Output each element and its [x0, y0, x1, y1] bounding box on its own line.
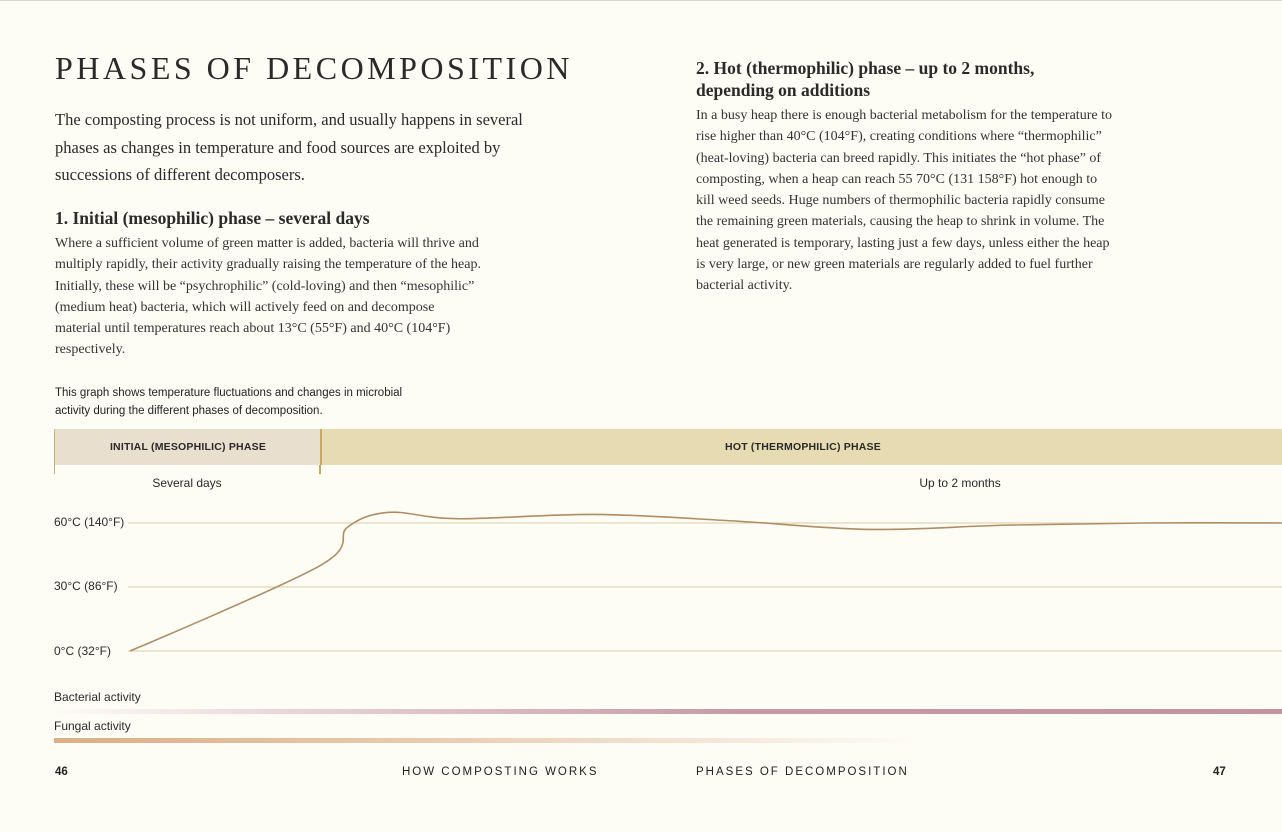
- section1-heading: 1. Initial (mesophilic) phase – several days: [55, 208, 370, 228]
- bacterial-activity-bar: [54, 709, 1282, 714]
- phase-label-hot: HOT (THERMOPHILIC) PHASE: [725, 441, 881, 453]
- duration-initial: Several days: [152, 476, 222, 490]
- duration-hot: Up to 2 months: [919, 476, 1001, 490]
- y-tick-label-60: 60°C (140°F): [54, 515, 125, 529]
- intro-paragraph: The composting process is not uniform, and usually happens in several phases as changes in temperature and food sources are exploited by successions of different decomposers.: [55, 110, 523, 184]
- section1-body: Where a sufficient volume of green matter is added, bacteria will thrive and multiply rapidly, their activity gradually raising the temperature of the heap. Initially, these will be “psychrophilic” (cold-loving) and then “mesophilic” (medium heat) bacteria, which will actively feed on and decompose material until temperatures reach about 13°C (55°F) and 40°C (104°F) respectively.: [55, 236, 481, 358]
- left-page-number: 46: [55, 766, 68, 778]
- section2-heading: 2. Hot (thermophilic) phase – up to 2 months, depending on additions: [696, 58, 1035, 100]
- y-tick-label-0: 0°C (32°F): [54, 644, 111, 658]
- right-page-number: 47: [1213, 766, 1226, 778]
- y-tick-label-30: 30°C (86°F): [54, 579, 118, 593]
- fungal-activity-bar: [54, 738, 1282, 743]
- right-running-head: PHASES OF DECOMPOSITION: [696, 766, 909, 778]
- page-title: PHASES OF DECOMPOSITION: [55, 50, 573, 86]
- phase-label-initial: INITIAL (MESOPHILIC) PHASE: [109, 441, 267, 453]
- section2-body: In a busy heap there is enough bacterial metabolism for the temperature to rise higher than 40°C (104°F), creating conditions where “thermophilic” (heat-loving) bacteria can breed rapidly. This initiates the “hot phase” of composting, when a heap can reach 55 70°C (131 158°F) hot enough to kill weed seeds. Huge numbers of thermophilic bacteria rapidly consume the remaining green materials, causing the heap to shrink in volume. The heat generated is temporary, lasting just a few days, unless either the heap is very large, or new green materials are regularly added to fuel further bacterial activity.: [696, 108, 1112, 294]
- temperature-line: [130, 512, 1282, 651]
- graph-caption: This graph shows temperature fluctuations and changes in microbial activity during the different phases of decomposition.: [55, 387, 403, 417]
- left-running-head: HOW COMPOSTING WORKS: [402, 766, 599, 778]
- bacterial-activity-label: Bacterial activity: [54, 690, 141, 704]
- fungal-activity-label: Fungal activity: [54, 719, 131, 733]
